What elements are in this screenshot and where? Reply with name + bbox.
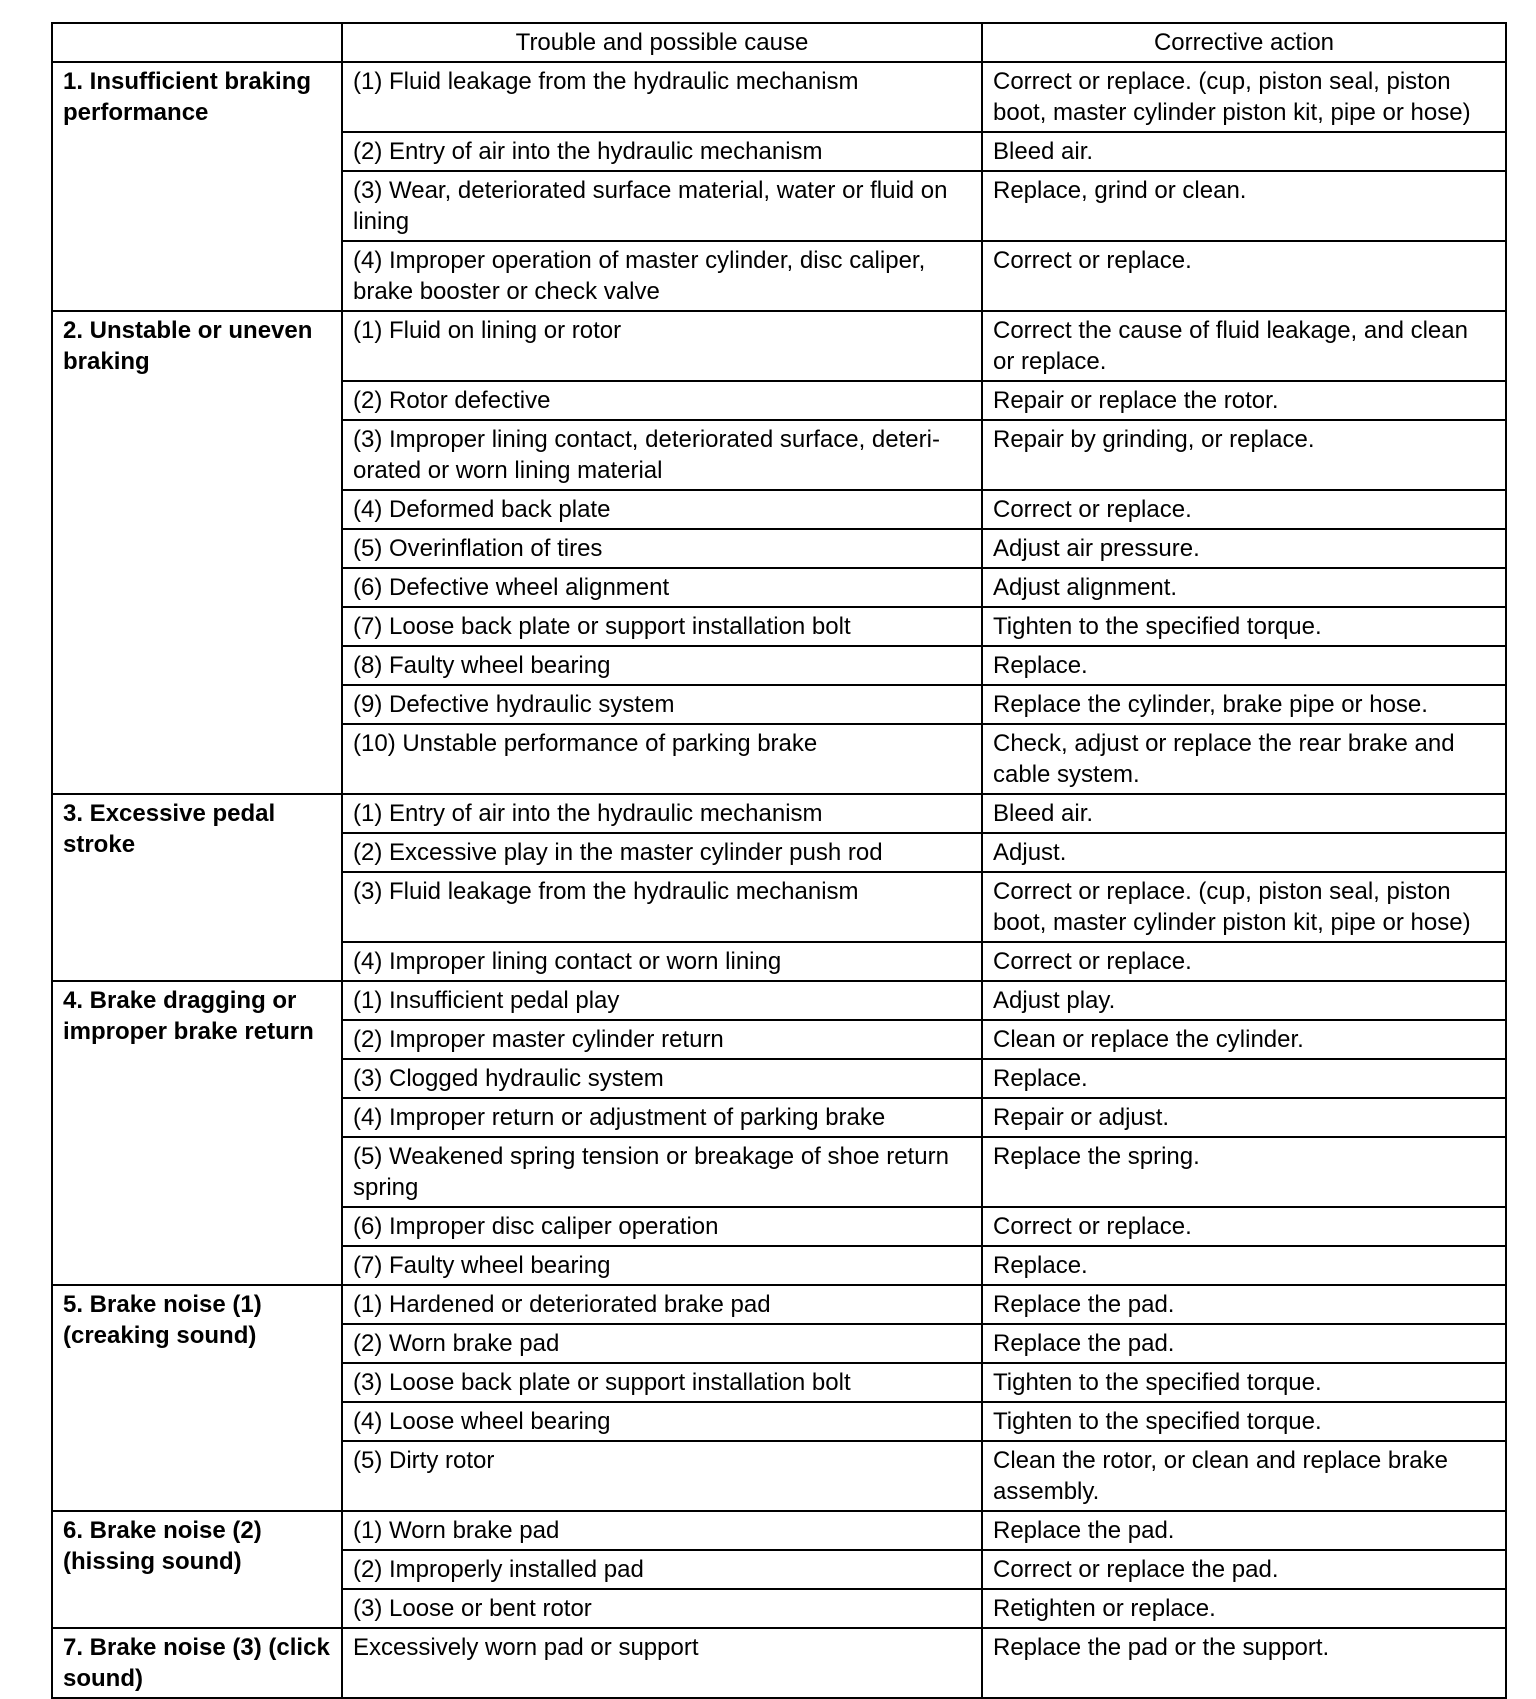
action-cell: Tighten to the specified torque.	[982, 1363, 1506, 1402]
cause-cell: (4) Improper return or adjustment of parking brake	[342, 1098, 982, 1137]
trouble-group-title: 1. Insufficient braking performance	[52, 62, 342, 311]
cause-cell: (4) Improper operation of master cylinder, disc caliper, brake booster or check valve	[342, 241, 982, 311]
cause-cell: (1) Worn brake pad	[342, 1511, 982, 1550]
cause-cell: (3) Clogged hydraulic system	[342, 1059, 982, 1098]
cause-cell: (2) Improper master cylinder return	[342, 1020, 982, 1059]
cause-cell: (3) Loose or bent rotor	[342, 1589, 982, 1628]
header-cause: Trouble and possible cause	[342, 23, 982, 62]
action-cell: Correct or replace. (cup, piston seal, piston boot, master cylinder piston kit, pipe or hose)	[982, 62, 1506, 132]
cause-cell: (2) Rotor defective	[342, 381, 982, 420]
cause-cell: (5) Overinflation of tires	[342, 529, 982, 568]
cause-cell: (6) Improper disc caliper operation	[342, 1207, 982, 1246]
cause-cell: (9) Defective hydraulic system	[342, 685, 982, 724]
action-cell: Bleed air.	[982, 794, 1506, 833]
action-cell: Tighten to the specified torque.	[982, 1402, 1506, 1441]
table-row	[52, 981, 1506, 1020]
troubleshooting-table	[51, 22, 1507, 1699]
trouble-group-title: 7. Brake noise (3) (click sound)	[52, 1628, 342, 1698]
action-cell: Tighten to the specified torque.	[982, 607, 1506, 646]
action-cell: Replace.	[982, 646, 1506, 685]
cause-cell: (1) Entry of air into the hydraulic mechanism	[342, 794, 982, 833]
action-cell: Replace the pad or the support.	[982, 1628, 1506, 1698]
trouble-group-title: 2. Unstable or uneven braking	[52, 311, 342, 794]
action-cell: Repair by grinding, or replace.	[982, 420, 1506, 490]
action-cell: Correct or replace the pad.	[982, 1550, 1506, 1589]
header-blank	[52, 23, 342, 62]
cause-cell: (10) Unstable performance of parking brake	[342, 724, 982, 794]
cause-cell: (2) Worn brake pad	[342, 1324, 982, 1363]
action-cell: Adjust alignment.	[982, 568, 1506, 607]
cause-cell: (5) Weakened spring tension or breakage of shoe return spring	[342, 1137, 982, 1207]
action-cell: Adjust.	[982, 833, 1506, 872]
action-cell: Retighten or replace.	[982, 1589, 1506, 1628]
trouble-group-title: 6. Brake noise (2) (hissing sound)	[52, 1511, 342, 1628]
cause-cell: (1) Fluid on lining or rotor	[342, 311, 982, 381]
action-cell: Replace the pad.	[982, 1324, 1506, 1363]
cause-cell: (7) Faulty wheel bearing	[342, 1246, 982, 1285]
table-row	[52, 1628, 1506, 1698]
trouble-group-title: 3. Excessive pedal stroke	[52, 794, 342, 981]
action-cell: Replace the pad.	[982, 1511, 1506, 1550]
action-cell: Replace the pad.	[982, 1285, 1506, 1324]
table-row	[52, 794, 1506, 833]
trouble-group-title: 4. Brake dragging or improper brake return	[52, 981, 342, 1285]
action-cell: Clean or replace the cylinder.	[982, 1020, 1506, 1059]
table-row	[52, 311, 1506, 381]
cause-cell: (6) Defective wheel alignment	[342, 568, 982, 607]
cause-cell: (4) Deformed back plate	[342, 490, 982, 529]
action-cell: Replace.	[982, 1246, 1506, 1285]
action-cell: Replace the spring.	[982, 1137, 1506, 1207]
action-cell: Replace.	[982, 1059, 1506, 1098]
action-cell: Bleed air.	[982, 132, 1506, 171]
cause-cell: (3) Wear, deteriorated surface material, water or fluid on lining	[342, 171, 982, 241]
action-cell: Correct or replace.	[982, 241, 1506, 311]
table-row	[52, 62, 1506, 132]
cause-cell: (5) Dirty rotor	[342, 1441, 982, 1511]
action-cell: Clean the rotor, or clean and replace brake assembly.	[982, 1441, 1506, 1511]
cause-cell: (3) Loose back plate or support installation bolt	[342, 1363, 982, 1402]
cause-cell: (3) Improper lining contact, deteriorated surface, deteri-orated or worn lining material	[342, 420, 982, 490]
action-cell: Adjust air pressure.	[982, 529, 1506, 568]
action-cell: Correct or replace.	[982, 942, 1506, 981]
table-row	[52, 1511, 1506, 1550]
cause-cell: (2) Entry of air into the hydraulic mechanism	[342, 132, 982, 171]
action-cell: Correct the cause of fluid leakage, and clean or replace.	[982, 311, 1506, 381]
cause-cell: (3) Fluid leakage from the hydraulic mechanism	[342, 872, 982, 942]
action-cell: Correct or replace.	[982, 1207, 1506, 1246]
cause-cell: Excessively worn pad or support	[342, 1628, 982, 1698]
cause-cell: (2) Improperly installed pad	[342, 1550, 982, 1589]
header-action: Corrective action	[982, 23, 1506, 62]
action-cell: Repair or replace the rotor.	[982, 381, 1506, 420]
cause-cell: (2) Excessive play in the master cylinder push rod	[342, 833, 982, 872]
action-cell: Check, adjust or replace the rear brake and cable system.	[982, 724, 1506, 794]
cause-cell: (4) Improper lining contact or worn lining	[342, 942, 982, 981]
cause-cell: (4) Loose wheel bearing	[342, 1402, 982, 1441]
action-cell: Replace the cylinder, brake pipe or hose.	[982, 685, 1506, 724]
cause-cell: (1) Hardened or deteriorated brake pad	[342, 1285, 982, 1324]
header-row	[52, 23, 1506, 62]
table-row	[52, 1285, 1506, 1324]
action-cell: Replace, grind or clean.	[982, 171, 1506, 241]
action-cell: Correct or replace.	[982, 490, 1506, 529]
cause-cell: (7) Loose back plate or support installation bolt	[342, 607, 982, 646]
action-cell: Repair or adjust.	[982, 1098, 1506, 1137]
cause-cell: (8) Faulty wheel bearing	[342, 646, 982, 685]
trouble-group-title: 5. Brake noise (1) (creaking sound)	[52, 1285, 342, 1511]
action-cell: Adjust play.	[982, 981, 1506, 1020]
cause-cell: (1) Fluid leakage from the hydraulic mechanism	[342, 62, 982, 132]
action-cell: Correct or replace. (cup, piston seal, piston boot, master cylinder piston kit, pipe or hose)	[982, 872, 1506, 942]
cause-cell: (1) Insufficient pedal play	[342, 981, 982, 1020]
table-body	[52, 62, 1506, 1698]
